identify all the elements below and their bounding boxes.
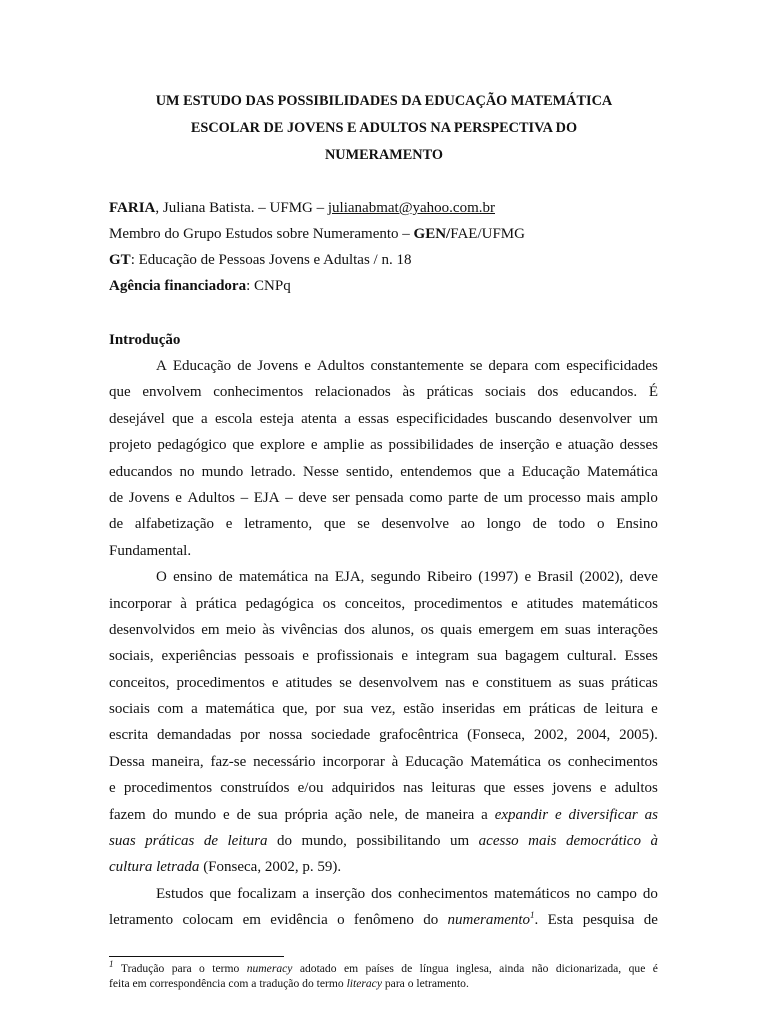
membership-group: GEN/ [413,226,451,242]
text-line: educandos no mundo letrado. Nesse sentido, entendemos que a Educação Matemática [109,463,658,480]
text-line: sociais, experiências pessoais e profissionais e integram sua bagagem cultural. Esses [109,648,658,665]
footnote-separator [109,956,284,957]
text-line: Fundamental. [109,542,192,559]
paragraph [109,353,658,564]
gt-value: : Educação de Pessoas Jovens e Adultas / n. 18 [130,252,412,268]
text-line: incorporar à prática pedagógica os conceitos, procedimentos e atitudes matemáticos [109,595,658,612]
text-line: suas práticas de leitura do mundo, possibilitando um acesso mais democrático à [109,833,658,850]
agency-line [109,273,525,299]
text-line: fazem do mundo e de sua própria ação nele, de maneira a expandir e diversificar as [109,806,658,823]
text-line: conceitos, procedimentos e atitudes se desenvolvem nas e constituem as suas práticas [109,674,658,691]
title-line: ESCOLAR DE JOVENS E ADULTOS NA PERSPECTIVA DO [190,120,578,136]
body-text [109,353,658,934]
text-line: de alfabetização e letramento, que se desenvolve ao longo de todo o Ensino [109,516,658,533]
paper-title [100,88,668,169]
text-line: de Jovens e Adultos – EJA – deve ser pensada como parte de um processo mais amplo [109,489,658,506]
text-line: O ensino de matemática na EJA, segundo Ribeiro (1997) e Brasil (2002), deve [156,569,658,586]
author-surname: FARIA [109,200,156,216]
text-line: sociais com a matemática que, por sua vez, estão inseridas em práticas de leitura e [109,701,658,718]
membership-line [109,221,525,247]
text-line: $^1$ Tradução para o termo numeracy adotado em países de língua inglesa, ainda não dicionarizada, que é [109,959,658,975]
section-heading: Introdução [109,332,181,348]
title-line: UM ESTUDO DAS POSSIBILIDADES DA EDUCAÇÃO MATEMÁTICA [155,93,613,109]
agency-value: : CNPq [246,278,291,294]
text-line: Estudos que focalizam a inserção dos conhecimentos matemáticos no campo do [156,885,658,902]
author-details: , Juliana Batista. – UFMG – [155,200,328,216]
gt-line [109,247,525,273]
text-line: desejável que a escola esteja atenta a essas especificidades buscando desenvolver um [109,410,658,427]
text-line: cultura letrada (Fonseca, 2002, p. 59). [109,859,342,876]
author-block [109,195,525,299]
author-line [109,195,525,221]
paragraph [109,881,658,934]
agency-label: Agência financiadora [109,278,247,294]
text-line: escrita demandadas por nossa sociedade grafocêntrica (Fonseca, 2002, 2004, 2005). [109,727,658,744]
text-line: letramento colocam em evidência o fenômeno do numeramento$^1$. Esta pesquisa de [109,910,658,929]
text-line: projeto pedagógico que explore e amplie as possibilidades de inserção e atuação desses [109,437,658,454]
text-line: desenvolvidos em meio às vivências dos alunos, os quais emergem em suas interações [109,621,658,638]
membership-suffix: FAE/UFMG [450,226,525,242]
text-line: feita em correspondência com a tradução do termo literacy para o letramento. [109,977,469,990]
title-line: NUMERAMENTO [324,147,444,163]
gt-label: GT [109,252,131,268]
text-line: A Educação de Jovens e Adultos constantemente se depara com especificidades [156,358,658,374]
footnote [109,961,658,991]
author-email-link[interactable]: julianabmat@yahoo.com.br [327,200,495,216]
text-line: e procedimentos construídos e/ou adquiridos nas leituras que esses jovens e adultos [109,780,658,797]
membership-prefix: Membro do Grupo Estudos sobre Numeramento – [109,226,414,242]
text-line: Dessa maneira, faz-se necessário incorporar à Educação Matemática os conhecimentos [109,753,658,770]
text-line: que envolvem conhecimentos relacionados às práticas sociais dos educandos. É [109,384,658,401]
paragraph [109,564,658,881]
